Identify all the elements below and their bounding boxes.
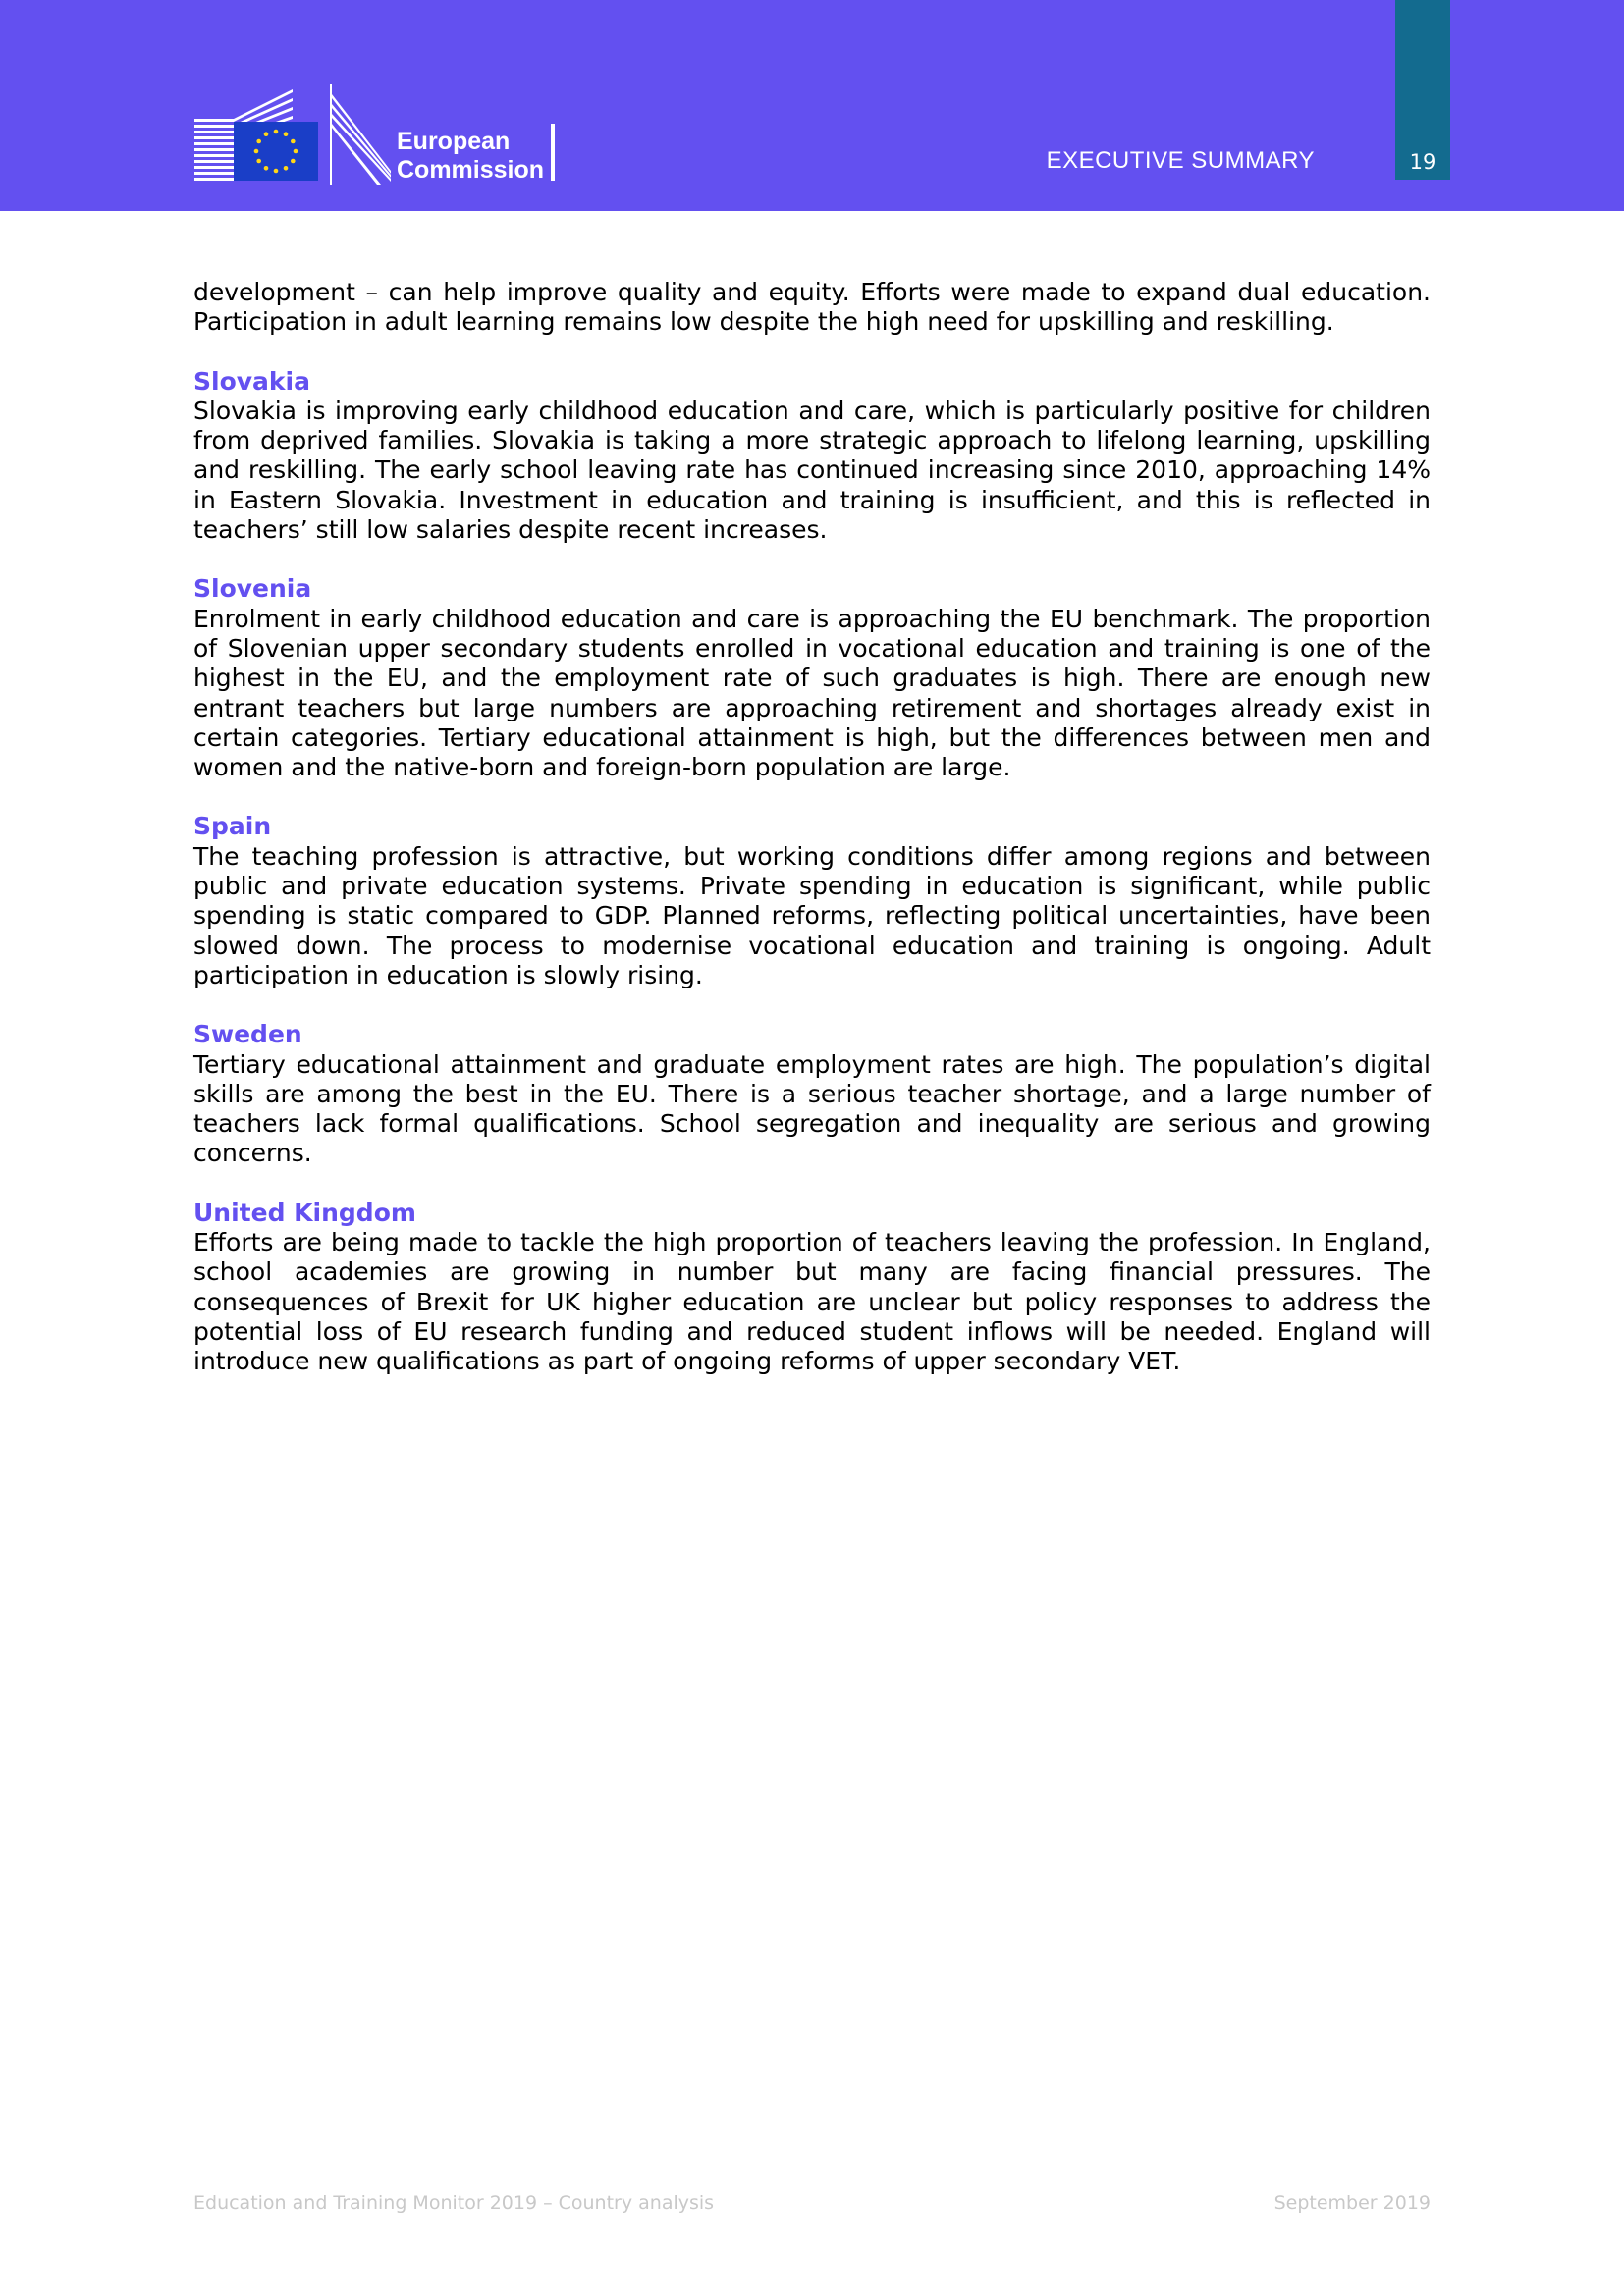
logo-divider xyxy=(551,124,555,181)
country-paragraph: Tertiary educational attainment and graduate employment rates are high. The population’s digital skills are among the best in the EU. There is a serious teacher shortage, and a large number of teachers lack formal qualifications. School segregation and inequality are serious and growing concerns. xyxy=(193,1049,1431,1168)
logo-line-2: Commission xyxy=(397,156,545,184)
country-heading: Sweden xyxy=(193,1020,302,1049)
footer-document-title: Education and Training Monitor 2019 – Country analysis xyxy=(193,2192,715,2214)
country-paragraph: Enrolment in early childhood education and care is approaching the EU benchmark. The proportion of Slovenian upper secondary students enrolled in vocational education and training is one of the highest in the EU, and the employment rate of such graduates is high. There are enough new entrant teachers but large numbers are approaching retirement and shortages already exist in certain categories. Tertiary educational attainment is high, but the differences between men and women and the native-born and foreign-born population are large. xyxy=(193,604,1431,782)
country-paragraph: The teaching profession is attractive, but working conditions differ among regions and between public and private education systems. Private spending in education is significant, while public spending is static compared to GDP. Planned reforms, reflecting political uncertainties, have been slowed down. The process to modernise vocational education and training is ongoing. Adult participation in education is slowly rising. xyxy=(193,841,1431,989)
page-number-tab xyxy=(1395,0,1450,180)
country-heading: Slovenia xyxy=(193,574,312,604)
country-section-sweden xyxy=(193,1020,1431,1168)
country-heading: Spain xyxy=(193,812,272,841)
section-title: EXECUTIVE SUMMARY xyxy=(1046,147,1315,174)
country-section-spain xyxy=(193,812,1431,990)
country-heading: United Kingdom xyxy=(193,1198,416,1227)
country-section-slovakia xyxy=(193,367,1431,546)
logo-wordmark xyxy=(397,128,544,185)
european-commission-logo xyxy=(194,84,560,185)
country-paragraph: Efforts are being made to tackle the high proportion of teachers leaving the profession. In England, school academies are growing in number but many are facing financial pressures. The consequences of Brexit for UK higher education are unclear but policy responses to address the potential loss of EU research funding and reduced student inflows will be needed. England will introduce new qualifications as part of ongoing reforms of upper secondary VET. xyxy=(193,1228,1431,1376)
intro-paragraph: development – can help improve quality and equity. Efforts were made to expand dual education. Participation in adult learning remains low despite the high need for upskilling and reskilling. xyxy=(193,278,1431,337)
header-banner xyxy=(0,0,1624,211)
footer-date: September 2019 xyxy=(1273,2192,1431,2214)
country-heading: Slovakia xyxy=(193,366,310,396)
country-section-slovenia xyxy=(193,574,1431,782)
commission-building-icon xyxy=(194,84,391,185)
page-number: 19 xyxy=(1409,150,1436,174)
logo-line-1: European xyxy=(397,128,511,155)
country-section-united-kingdom xyxy=(193,1199,1431,1377)
main-content xyxy=(193,278,1431,1377)
country-paragraph: Slovakia is improving early childhood education and care, which is particularly positive for children from deprived families. Slovakia is taking a more strategic approach to lifelong learning, upskilling and reskilling. The early school leaving rate has continued increasing since 2010, approaching 14% in Eastern Slovakia. Investment in education and training is insufficient, and this is reflected in teachers’ still low salaries despite recent increases. xyxy=(193,396,1431,545)
